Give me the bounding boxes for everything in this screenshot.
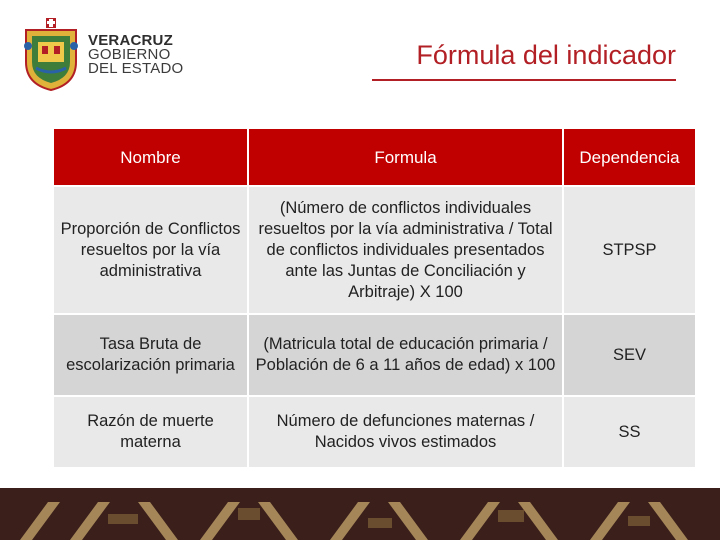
cell-dependencia: STPSP [563, 186, 696, 314]
brand-line-gobierno: GOBIERNO [88, 46, 171, 63]
veracruz-coat-of-arms-logo [20, 18, 82, 92]
brand-wordmark [88, 34, 228, 76]
indicator-table [52, 127, 697, 469]
cell-dependencia: SEV [563, 314, 696, 396]
table-row [53, 396, 696, 468]
cell-nombre: Proporción de Conflictos resueltos por la vía administrativa [53, 186, 248, 314]
cell-nombre: Razón de muerte materna [53, 396, 248, 468]
title-underline [372, 79, 676, 81]
table-row [53, 314, 696, 396]
cell-formula: Número de defunciones maternas / Nacidos vivos estimados [248, 396, 563, 468]
brand-line-del-estado: DEL ESTADO [88, 60, 184, 77]
table-header-row [53, 128, 696, 186]
cell-formula: (Número de conflictos individuales resueltos por la vía administrativa / Total de conflictos individuales presentados ante las Juntas de Conciliación y Arbitraje) X 100 [248, 186, 563, 314]
column-header-nombre: Nombre [53, 128, 248, 186]
column-header-dependencia: Dependencia [563, 128, 696, 186]
cell-nombre: Tasa Bruta de escolarización primaria [53, 314, 248, 396]
column-header-formula: Formula [248, 128, 563, 186]
table-row [53, 186, 696, 314]
cell-dependencia: SS [563, 396, 696, 468]
brand-line-veracruz: VERACRUZ [88, 32, 173, 49]
cell-formula: (Matricula total de educación primaria / Población de 6 a 11 años de edad) x 100 [248, 314, 563, 396]
page-title: Fórmula del indicador [416, 40, 676, 70]
decorative-bottom-band [0, 488, 720, 540]
